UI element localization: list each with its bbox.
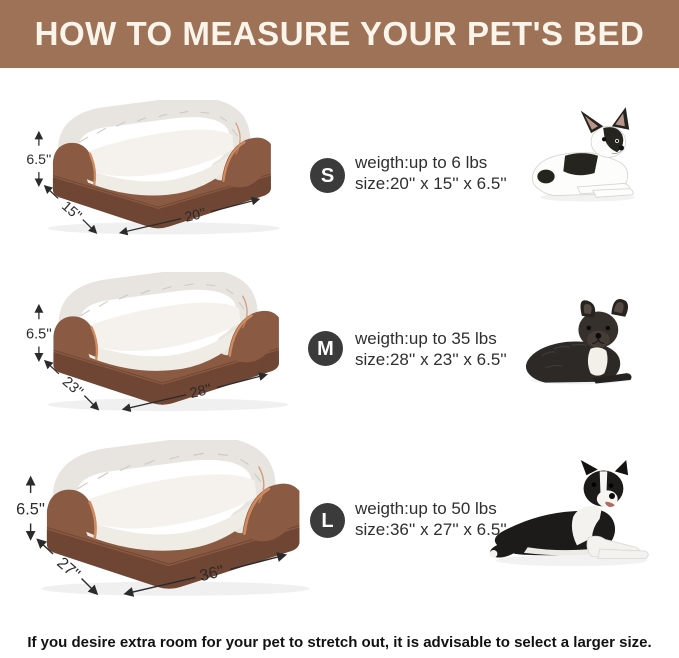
dim-label-height: 6.5'' xyxy=(16,500,46,519)
weight-text: weigth:up to 6 lbs xyxy=(355,153,488,172)
size-badge-m xyxy=(308,331,343,366)
dim-label-height: 6.5'' xyxy=(26,151,52,168)
page-header xyxy=(0,0,679,68)
size-info-small xyxy=(355,152,507,194)
bed-illustration-large xyxy=(6,440,322,608)
bed-illustration-medium xyxy=(8,272,308,422)
size-row-small xyxy=(0,88,679,250)
size-text: size:20'' x 15'' x 6.5'' xyxy=(355,174,507,193)
dog-photo-french-bulldog xyxy=(516,292,646,390)
dim-label-height: 6.5'' xyxy=(26,326,52,343)
page-title: HOW TO MEASURE YOUR PET'S BED xyxy=(34,15,645,52)
size-info-medium xyxy=(355,328,507,370)
footer-note: If you desire extra room for your pet to stretch out, it is advisable to select a larger size. xyxy=(27,634,652,651)
dim-label-depth: 27'' xyxy=(53,553,84,584)
size-row-medium xyxy=(0,262,679,430)
size-badge-letter: L xyxy=(321,509,334,532)
size-info-large xyxy=(355,498,507,540)
size-row-large xyxy=(0,432,679,622)
weight-text: weigth:up to 35 lbs xyxy=(355,329,497,348)
size-badge-letter: M xyxy=(317,337,334,360)
dim-label-depth: 15'' xyxy=(58,197,86,224)
dim-label-width: 28'' xyxy=(188,381,214,402)
dim-label-depth: 23'' xyxy=(58,374,86,401)
dog-photo-small-terrier xyxy=(520,106,650,208)
dog-photo-border-collie xyxy=(486,458,666,572)
dim-label-width: 36'' xyxy=(197,562,226,586)
dim-label-width: 20'' xyxy=(183,204,208,225)
size-text: size:36'' x 27'' x 6.5'' xyxy=(355,520,507,539)
size-badge-l xyxy=(310,503,345,538)
size-text: size:28'' x 23'' x 6.5'' xyxy=(355,350,507,369)
bed-illustration-small xyxy=(8,100,300,245)
size-badge-letter: S xyxy=(320,164,335,187)
size-badge-s xyxy=(310,158,345,193)
weight-text: weigth:up to 50 lbs xyxy=(355,499,497,518)
